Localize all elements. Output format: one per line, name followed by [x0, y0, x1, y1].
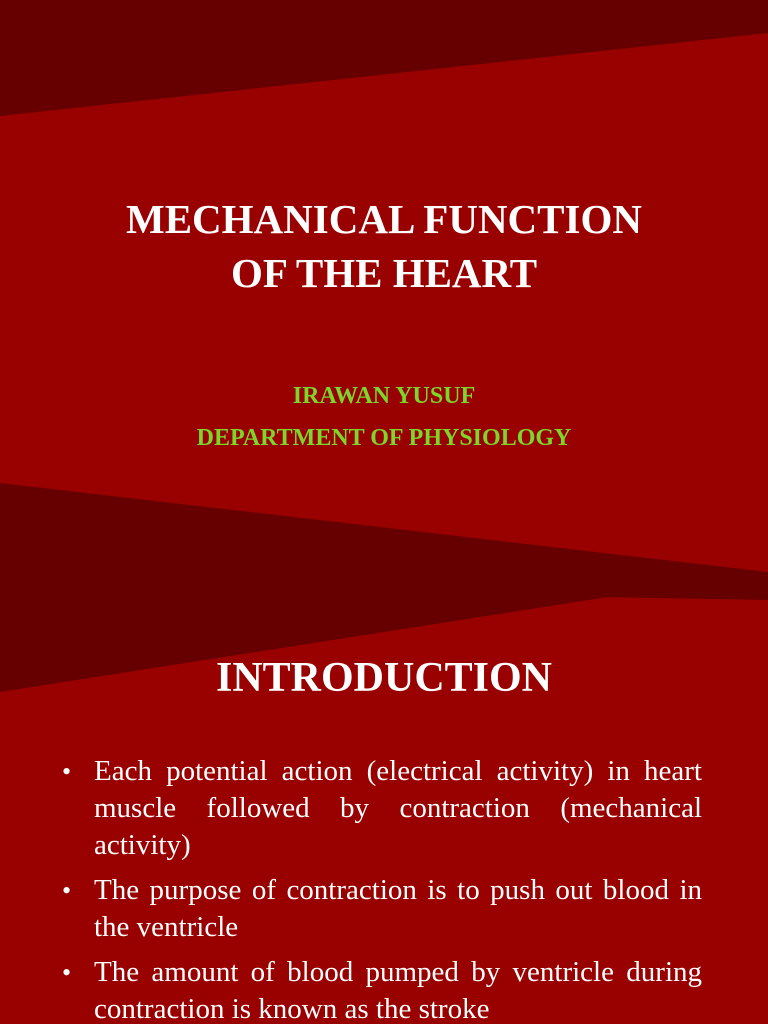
- author-name: IRAWAN YUSUF: [292, 383, 476, 409]
- department-name: DEPARTMENT OF PHYSIOLOGY: [196, 425, 572, 451]
- bullet-text: Each potential action (electrical activity) in heart muscle followed by contraction (mechanical activity): [94, 755, 702, 861]
- bullet-icon: •: [62, 757, 72, 786]
- bullet-text: The purpose of contraction is to push out blood in the ventricle: [94, 874, 702, 943]
- list-item: [62, 753, 702, 864]
- title-line-1: MECHANICAL FUNCTION: [126, 196, 642, 242]
- list-item: [62, 954, 702, 1024]
- list-item: [62, 872, 702, 946]
- introduction-slide: [0, 572, 768, 1024]
- bullet-icon: •: [62, 958, 72, 987]
- slide-title: [0, 192, 768, 300]
- introduction-heading: INTRODUCTION: [215, 655, 553, 701]
- bullet-list: [62, 753, 702, 1024]
- bullet-text: The amount of blood pumped by ventricle during contraction is known as the stroke: [94, 956, 702, 1024]
- title-line-2: OF THE HEART: [230, 250, 538, 296]
- bullet-icon: •: [62, 876, 72, 905]
